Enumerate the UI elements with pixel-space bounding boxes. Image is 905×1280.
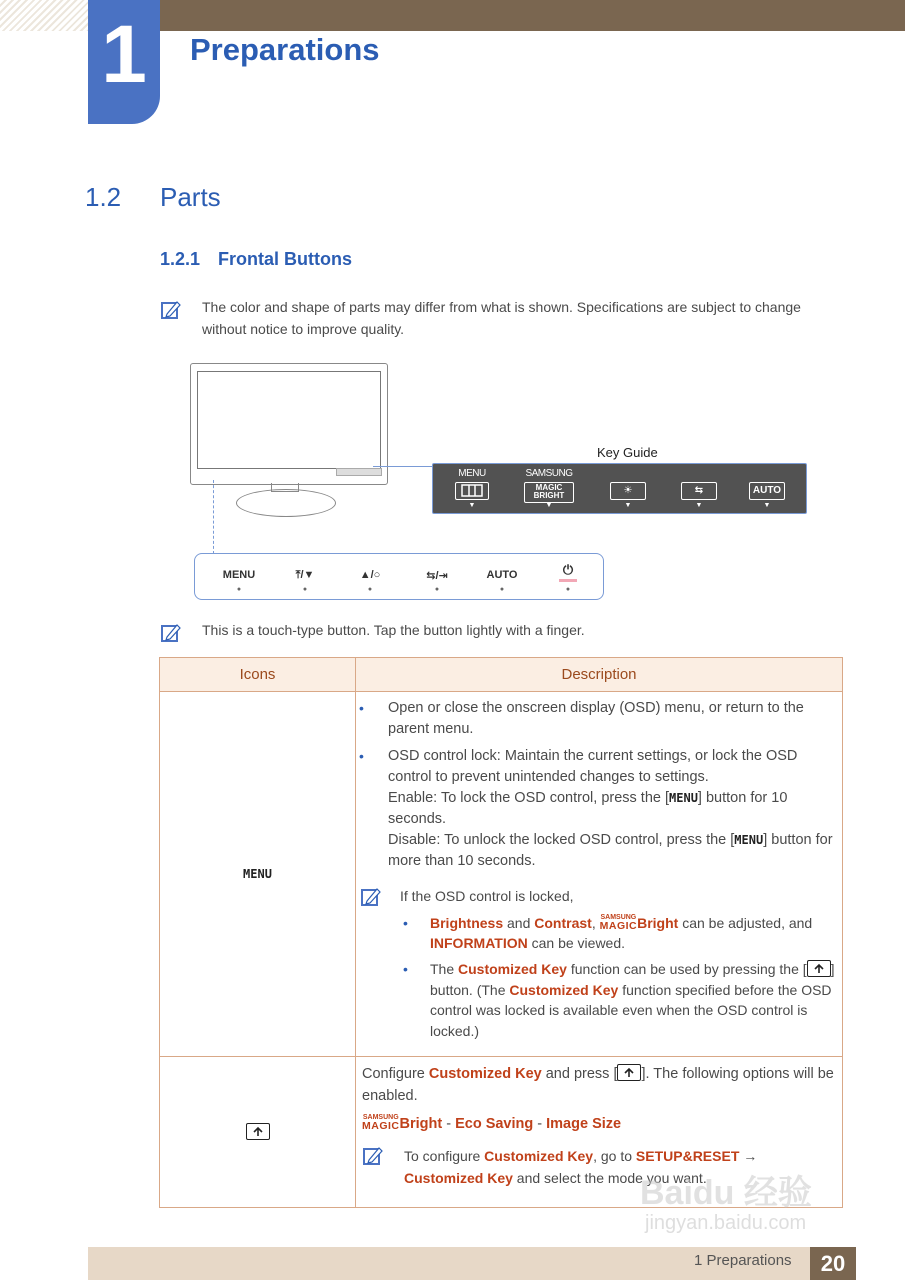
page-number: 20 (810, 1247, 856, 1280)
note-line: The color and shape of parts may differ from what is shown. Specifications are subject to change (202, 299, 801, 315)
note-icon (160, 299, 182, 321)
chapter-number: 1 (101, 9, 147, 100)
icon-cell (160, 1057, 356, 1208)
power-icon[interactable]: ⏻ (562, 562, 574, 577)
icon-cell (160, 692, 356, 1057)
front-button-panel: MENU ● ⤒/▼ ● ▲/○ ● ⇆/⇥ ● AUTO ● ⏻ ● (194, 553, 604, 600)
list-item: • Open or close the onscreen display (OSD) menu, or return to the parent menu. (356, 698, 836, 740)
list-item: • OSD control lock: Maintain the current settings, or lock the OSD control to prevent unintended changes to settings. Enable: To lock the OSD control, press the [MENU] button for 10 seconds. Disable: To unlock the locked OSD control, press the [MENU] button for more than 10 seconds. (356, 746, 836, 872)
note-text: If the OSD control is locked, (400, 888, 574, 904)
note-icon (362, 1145, 384, 1167)
section-number: 1.2 (85, 182, 122, 212)
key-guide-magic-bright: SAMSUNG MAGIC BRIGHT ▼ (525, 468, 573, 509)
swap-icon: ⇆ (681, 482, 717, 500)
monitor-stand-base (236, 489, 336, 517)
top-hatch-decoration (0, 0, 88, 31)
table-header: Icons (160, 658, 356, 692)
description-cell (356, 692, 843, 1057)
callout-line (213, 480, 214, 554)
custom-key-icon (807, 960, 831, 977)
subsection-title: Frontal Buttons (218, 249, 352, 269)
footer-chapter: 1 Preparations (694, 1252, 792, 1269)
watermark: Baidu 经验 (640, 1174, 812, 1212)
config-note: To configure Customized Key, go to SETUP&RESET → Customized Key and select the mode you want. (362, 1145, 836, 1189)
monitor-illustration (190, 363, 388, 485)
menu-icon (455, 482, 489, 500)
section-title: Parts (160, 182, 221, 212)
panel-button-menu[interactable]: MENU (222, 569, 256, 581)
key-guide-source: ⇆ ▼ (667, 464, 731, 513)
table-header: Description (356, 658, 843, 692)
subsection-number: 1.2.1 (160, 249, 201, 269)
watermark-url: jingyan.baidu.com (645, 1212, 807, 1234)
note-icon (160, 622, 182, 644)
monitor-button-strip (336, 468, 382, 476)
custom-key-icon (246, 1123, 270, 1140)
callout-line (373, 466, 433, 467)
power-indicator (559, 579, 577, 582)
list-item: • The Customized Key function can be used by pressing the [ ] button. (The Customized Key function specified before the OSD control was locked is available even when the OSD control is locked.) (400, 959, 836, 1041)
list-item: • Brightness and Contrast, SAMSUNG MAGIC Bright can be adjusted, and INFORMATION can be viewed. (400, 913, 836, 953)
key-guide-menu: MENU ▼ (440, 464, 504, 513)
buttons-table (159, 657, 843, 1208)
key-guide-brightness: ☀ ▼ (596, 464, 660, 513)
menu-key-icon: MENU (243, 867, 272, 881)
config-text: Configure Customized Key and press [ ]. The following options will be enabled. (362, 1066, 834, 1104)
note-line: This is a touch-type button. Tap the button lightly with a finger. (202, 622, 585, 638)
note-icon (360, 886, 382, 908)
panel-button-auto[interactable]: AUTO (486, 569, 518, 581)
sun-icon: ☀ (610, 482, 646, 500)
magic-logo: SAMSUNG MAGIC (599, 914, 638, 932)
panel-button-up[interactable]: ▲/○ (359, 569, 381, 581)
chapter-title: Preparations (190, 32, 380, 67)
custom-key-icon (617, 1064, 641, 1081)
key-guide-auto: AUTO ▼ (735, 464, 799, 513)
monitor-screen (197, 371, 381, 469)
panel-button-source[interactable]: ⇆/⇥ (426, 570, 448, 582)
option-list: SAMSUNG MAGIC Bright - Eco Saving - Image Size (362, 1114, 622, 1132)
key-guide (432, 463, 807, 514)
note-line: without notice to improve quality. (202, 321, 405, 337)
magic-logo: SAMSUNG MAGIC (362, 1114, 400, 1132)
panel-button-custom-down[interactable]: ⤒/▼ (295, 569, 315, 581)
key-guide-label: Key Guide (597, 445, 658, 460)
table-row (160, 692, 843, 1057)
